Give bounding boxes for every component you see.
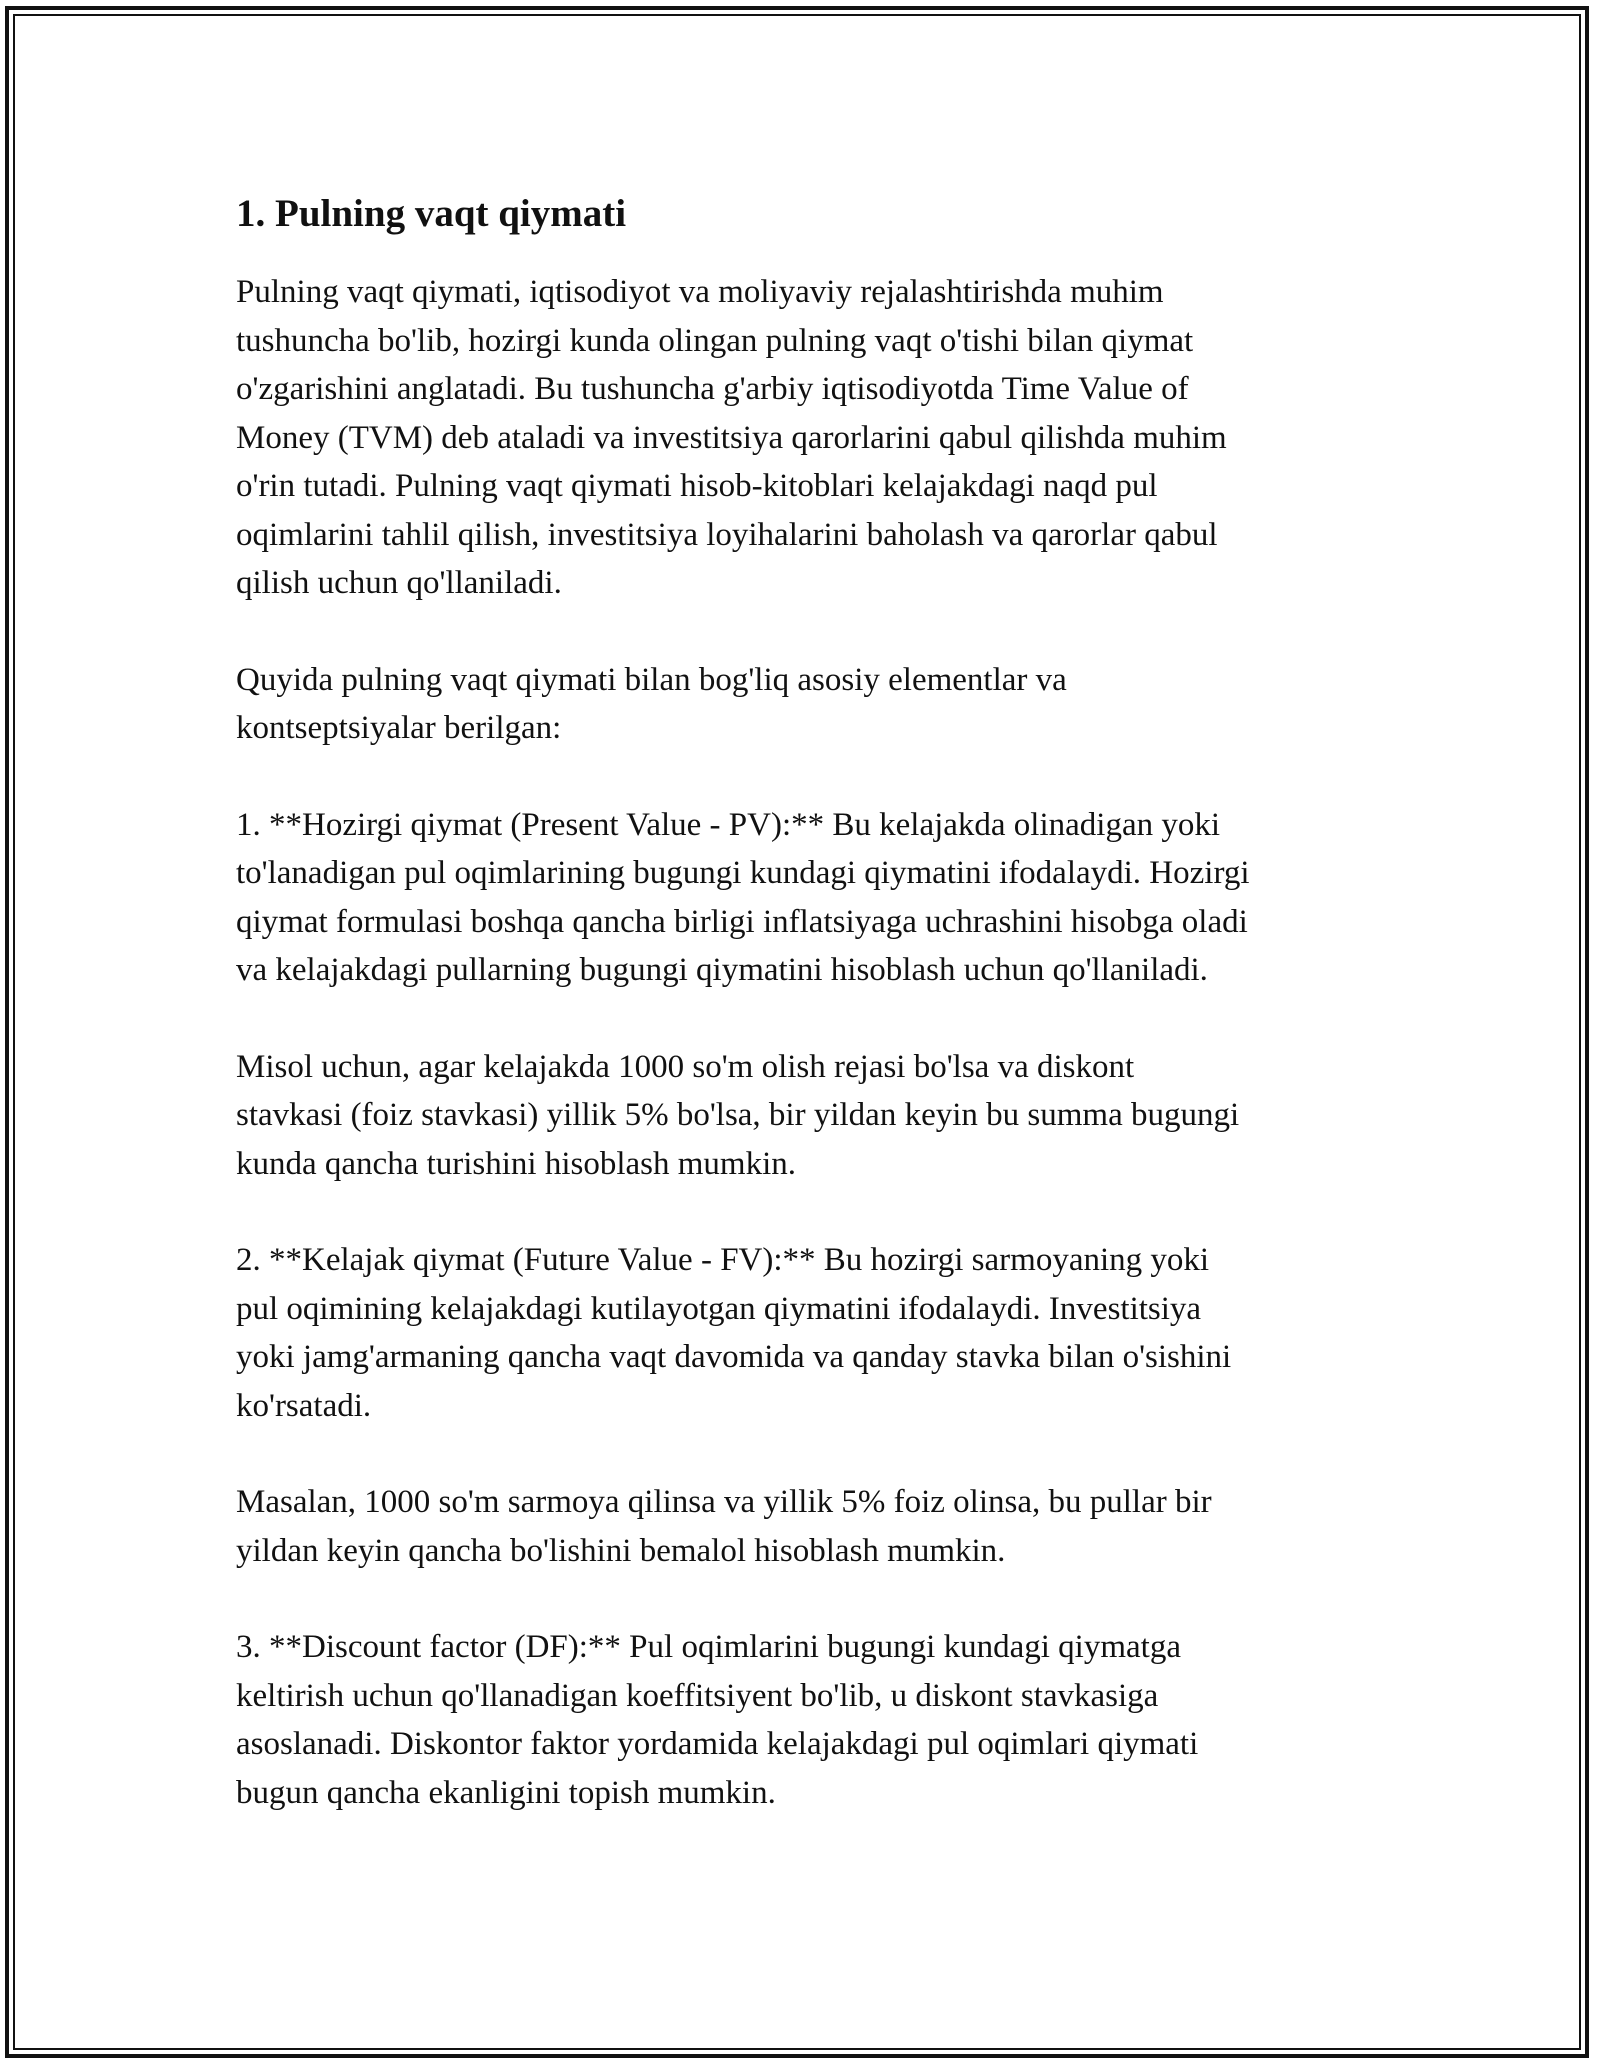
paragraph-discount-factor: 3. **Discount factor (DF):** Pul oqimlarini bugungi kundagi qiymatga keltirish uchun qo'llanadigan koeffitsiyent bo'lib, u diskont stavkasiga asoslanadi. Diskontor faktor yordamida kelajakdagi pul oqimlari qiymati bugun qancha ekanligini topish mumkin. bbox=[236, 1629, 1199, 1811]
paragraph-future-value: 2. **Kelajak qiymat (Future Value - FV):** Bu hozirgi sarmoyaning yoki pul oqimining kelajakdagi kutilayotgan qiymatini ifodalaydi. Investitsiya yoki jamg'armaning qancha vaqt davomida va qanday stavka bilan o'sishini ko'rsatadi. bbox=[236, 1242, 1232, 1424]
paragraph-future-value-example: Masalan, 1000 so'm sarmoya qilinsa va yillik 5% foiz olinsa, bu pullar bir yildan keyin qancha bo'lishini bemalol hisoblash mumkin. bbox=[236, 1484, 1212, 1569]
paragraph-intro: Pulning vaqt qiymati, iqtisodiyot va moliyaviy rejalashtirishda muhim tushuncha bo'lib, hozirgi kunda olingan pulning vaqt o'tishi bilan qiymat o'zgarishini anglatadi. Bu tushuncha g'arbiy iqtisodiyotda Time Value of Money (TVM) deb ataladi va investitsiya qarorlarini qabul qilishda muhim o'rin tutadi. Pulning vaqt qiymati hisob-kitoblari kelajakdagi naqd pul oqimlarini tahlil qilish, investitsiya loyihalarini baholash va qarorlar qabul qilish uchun qo'llaniladi. bbox=[236, 274, 1227, 601]
paragraph-present-value: 1. **Hozirgi qiymat (Present Value - PV):** Bu kelajakda olinadigan yoki to'lanadigan pul oqimlarining bugungi kundagi qiymatini ifodalaydi. Hozirgi qiymat formulasi boshqa qancha birligi inflatsiyaga uchrashini hisobga oladi va kelajakdagi pullarning bugungi qiymatini hisoblash uchun qo'llaniladi. bbox=[236, 806, 1250, 988]
document-body bbox=[236, 186, 1366, 1865]
document-title: 1. Pulning vaqt qiymati bbox=[236, 192, 627, 235]
paragraph-present-value-example: Misol uchun, agar kelajakda 1000 so'm olish rejasi bo'lsa va diskont stavkasi (foiz stavkasi) yillik 5% bo'lsa, bir yildan keyin bu summa bugungi kunda qancha turishini hisoblash mumkin. bbox=[236, 1048, 1240, 1182]
paragraph-elements-intro: Quyida pulning vaqt qiymati bilan bog'liq asosiy elementlar va kontseptsiyalar berilgan: bbox=[236, 661, 1067, 746]
